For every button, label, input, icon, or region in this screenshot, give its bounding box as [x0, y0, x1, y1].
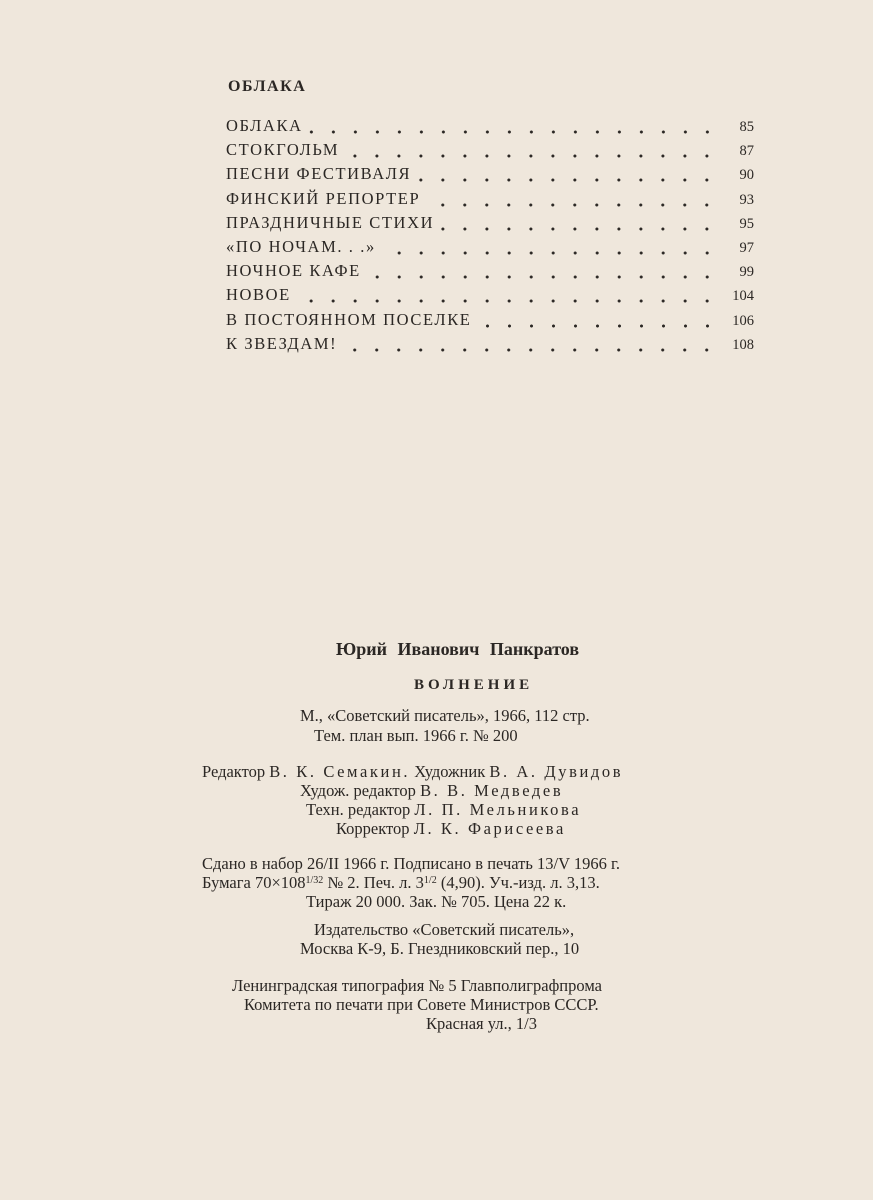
paper-format: Бумага 70×108 [202, 873, 306, 892]
dot-leader [478, 324, 719, 328]
toc-entry-page: 85 [739, 119, 754, 135]
toc-entry-page: 99 [739, 264, 754, 281]
toc-entry [226, 164, 754, 188]
toc-entry-title: ФИНСКИЙ РЕПОРТЕР [226, 188, 421, 208]
toc-entry-title: В ПОСТОЯННОМ ПОСЕЛКЕ [226, 309, 472, 329]
paper-sheets: № 2. Печ. л. 3 [323, 873, 424, 892]
toc-entry-page: 93 [739, 191, 754, 208]
editor-name: В. К. Семакин. [269, 762, 411, 781]
printer-line-3: Красная ул., 1/3 [426, 1014, 537, 1033]
toc-entry-title: ПРАЗДНИЧНЫЕ СТИХИ [226, 212, 435, 232]
corrector-label: Корректор [336, 819, 410, 838]
table-of-contents [226, 116, 754, 358]
toc-entry-title: СТОКГОЛЬМ [226, 140, 340, 160]
publisher-name: Издательство «Советский писатель», [314, 920, 575, 939]
paper-volume: (4,90). Уч.-изд. л. 3,13. [436, 873, 600, 892]
toc-entry-page: 108 [732, 336, 754, 353]
printer-line-2: Комитета по печати при Совете Министров СССР. [244, 995, 599, 1014]
paper-fraction: 1/32 [305, 875, 324, 886]
publisher-line: М., «Советский писатель», 1966, 112 стр. [300, 706, 590, 725]
art-editor-name: В. В. Медведев [420, 781, 564, 800]
printer-line-1: Ленинградская типография № 5 Главполиграфпрома [232, 976, 602, 995]
dot-leader [440, 227, 718, 231]
toc-entry-title: «ПО НОЧАМ. . .» [226, 236, 376, 256]
toc-entry-page: 104 [732, 288, 754, 305]
publisher-address: Москва К-9, Б. Гнездниковский пер., 10 [300, 939, 580, 958]
paper-line [202, 873, 600, 893]
toc-entry-page: 87 [739, 143, 754, 160]
toc-entry [226, 285, 754, 309]
print-run-line: Тираж 20 000. Зак. № 705. Цена 22 к. [306, 892, 567, 911]
toc-entry [226, 140, 754, 164]
toc-entry [226, 334, 754, 358]
book-title: ВОЛНЕНИЕ [414, 677, 534, 693]
dot-leader [345, 154, 718, 158]
credits-art-editor [300, 781, 563, 801]
dot-leader [426, 203, 718, 207]
toc-entry-title: ПЕСНИ ФЕСТИВАЛЯ [226, 164, 412, 184]
credits-corrector [336, 819, 566, 839]
artist-name: В. А. Дувидов [489, 762, 624, 781]
toc-entry-page: 90 [739, 167, 754, 184]
tech-editor-name: Л. П. Мельникова [414, 800, 582, 819]
dot-leader [382, 251, 718, 255]
dot-leader [309, 130, 718, 134]
artist-label: Художник [414, 762, 486, 781]
toc-entry-page: 95 [739, 215, 754, 232]
section-title: ОБЛАКА [228, 78, 307, 95]
toc-entry [226, 237, 754, 261]
toc-entry [226, 116, 754, 140]
toc-entry [226, 310, 754, 334]
editor-label: Редактор [202, 762, 266, 781]
dot-leader [367, 275, 718, 279]
sheets-fraction: 1/2 [423, 875, 437, 886]
toc-entry [226, 189, 754, 213]
toc-entry-page: 106 [732, 312, 754, 329]
corrector-name: Л. К. Фарисеева [413, 819, 566, 838]
credits-editor-artist [202, 762, 623, 782]
print-dates-line: Сдано в набор 26/II 1966 г. Подписано в печать 13/V 1966 г. [202, 854, 620, 873]
art-editor-label: Худож. редактор [300, 781, 416, 800]
toc-entry-title: НОЧНОЕ КАФЕ [226, 261, 361, 281]
tech-editor-label: Техн. редактор [306, 800, 411, 819]
toc-entry [226, 261, 754, 285]
plan-line: Тем. план вып. 1966 г. № 200 [314, 726, 518, 745]
dot-leader [417, 178, 718, 182]
author-name: Юрий Иванович Панкратов [336, 639, 580, 659]
toc-entry-title: НОВОЕ [226, 285, 291, 305]
toc-entry-title: ОБЛАКА [226, 116, 303, 135]
dot-leader [343, 348, 718, 352]
toc-entry-title: К ЗВЕЗДАМ! [226, 333, 338, 353]
toc-entry [226, 213, 754, 237]
credits-tech-editor [306, 800, 581, 820]
toc-entry-page: 97 [739, 239, 754, 256]
dot-leader [297, 299, 718, 303]
